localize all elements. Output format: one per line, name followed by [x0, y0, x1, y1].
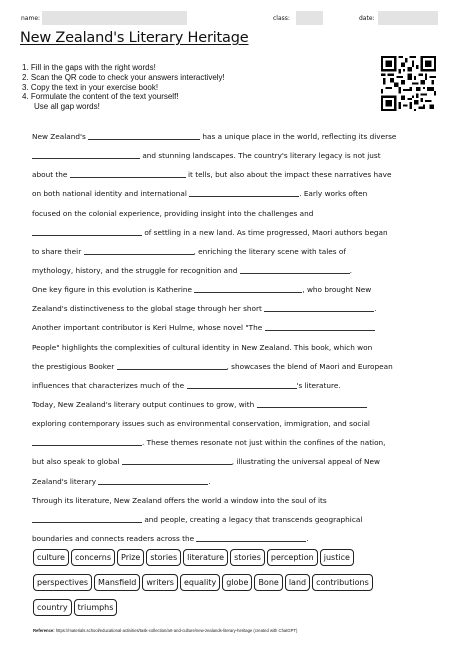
word-chip[interactable]: culture — [33, 549, 69, 566]
gap-field[interactable] — [32, 437, 142, 446]
word-chip[interactable]: Prize — [117, 549, 144, 566]
word-chip[interactable]: triumphs — [74, 599, 118, 616]
text-line: Another important contributor is Keri Hulme, whose novel "The — [32, 319, 432, 338]
gap-field[interactable] — [264, 303, 374, 312]
word-chip[interactable]: equality — [180, 574, 220, 591]
gap-field[interactable] — [240, 265, 350, 274]
word-chip[interactable]: Bone — [254, 574, 282, 591]
header-fields — [0, 11, 460, 27]
word-chip[interactable]: globe — [222, 574, 252, 591]
page-title: New Zealand's Literary Heritage — [20, 30, 249, 46]
qr-code-icon[interactable] — [381, 56, 436, 111]
text-line: and stunning landscapes. The country's literary legacy is not just — [32, 147, 432, 166]
gap-field[interactable] — [187, 380, 297, 389]
text-line: on both national identity and international . Early works often — [32, 189, 368, 199]
gap-field[interactable] — [98, 476, 208, 485]
gap-fill-text — [32, 128, 432, 549]
instruction-continuation: Use all gap words! — [34, 102, 100, 112]
gap-field[interactable] — [194, 284, 302, 293]
word-chip[interactable]: Mansfield — [94, 574, 140, 591]
text-line: and people, creating a legacy that transcends geographical — [32, 511, 432, 530]
text-line: mythology, history, and the struggle for recognition and . — [32, 265, 353, 275]
text-line: New Zealand's has a unique place in the world, reflecting its diverse — [32, 132, 397, 141]
gap-field[interactable] — [32, 514, 142, 523]
text-line: influences that characterizes much of the 's literature. — [32, 380, 341, 390]
gap-field[interactable] — [32, 150, 140, 159]
word-bank-row — [33, 595, 433, 620]
class-label: class: — [273, 15, 290, 22]
reference-label: Reference: — [33, 628, 55, 633]
gap-field[interactable] — [88, 131, 200, 140]
gap-field[interactable] — [196, 533, 306, 542]
name-label: name: — [21, 15, 41, 22]
reference-note — [33, 628, 297, 633]
text-line: to share their , enriching the literary scene with tales of — [32, 246, 346, 256]
word-chip[interactable]: perception — [267, 549, 318, 566]
reference-link[interactable]: https://materials.school/educational-activities/task-collection/art-and-culture/new-zealands-literary-heritage (created with ChatGPT) — [54, 628, 298, 633]
word-chip[interactable]: writers — [142, 574, 178, 591]
text-line: of settling in a new land. As time progressed, Maori authors began — [32, 224, 432, 243]
class-field[interactable] — [296, 11, 323, 25]
name-field[interactable] — [42, 11, 187, 25]
date-field[interactable] — [378, 11, 438, 25]
text-line: boundaries and connects readers across the . — [32, 533, 309, 543]
text-line: about the it tells, but also about the impact these narratives have — [32, 170, 392, 180]
text-line: focused on the colonial experience, providing insight into the challenges and — [32, 208, 314, 218]
instructions-list — [22, 63, 225, 112]
gap-field[interactable] — [32, 227, 142, 236]
word-chip[interactable]: contributions — [312, 574, 373, 591]
word-chip[interactable]: country — [33, 599, 72, 616]
date-label: date: — [359, 15, 375, 22]
word-chip[interactable]: land — [285, 574, 310, 591]
gap-field[interactable] — [122, 456, 232, 465]
instruction-item: 2. Scan the QR code to check your answers interactively! — [22, 72, 225, 82]
text-line: Today, New Zealand's literary output continues to grow, with — [32, 396, 432, 415]
gap-field[interactable] — [265, 322, 375, 331]
word-bank-row — [33, 545, 433, 570]
gap-field[interactable] — [84, 246, 194, 255]
text-line: One key figure in this evolution is Katherine , who brought New — [32, 285, 372, 295]
gap-field[interactable] — [70, 169, 186, 178]
word-bank-row — [33, 570, 433, 595]
text-line: exploring contemporary issues such as environmental conservation, immigration, and social — [32, 419, 370, 429]
word-chip[interactable]: perspectives — [33, 574, 92, 591]
text-line: Zealand's literary . — [32, 476, 211, 486]
text-line: Zealand's distinctiveness to the global stage through her short . — [32, 304, 377, 314]
instruction-item: 4. Formulate the content of the text yourself! — [22, 92, 179, 102]
text-line: but also speak to global , illustrating the universal appeal of New — [32, 457, 380, 467]
instruction-item: 1. Fill in the gaps with the right words! — [22, 63, 156, 72]
word-chip[interactable]: justice — [320, 549, 354, 566]
word-chip[interactable]: stories — [146, 549, 181, 566]
text-line: People" highlights the complexities of cultural identity in New Zealand. This book, which won — [32, 342, 373, 352]
gap-field[interactable] — [257, 399, 367, 408]
text-line: Through its literature, New Zealand offers the world a window into the soul of its — [32, 495, 327, 505]
text-line: . These themes resonate not just within the confines of the nation, — [32, 434, 432, 453]
word-chip[interactable]: concerns — [71, 549, 115, 566]
word-chip[interactable]: literature — [183, 549, 228, 566]
text-line: the prestigious Booker , showcases the blend of Maori and European — [32, 361, 393, 371]
instruction-item: 3. Copy the text in your exercise book! — [22, 82, 159, 92]
gap-field[interactable] — [189, 188, 299, 197]
word-bank — [33, 545, 433, 620]
word-chip[interactable]: stories — [230, 549, 265, 566]
gap-field[interactable] — [117, 361, 227, 370]
